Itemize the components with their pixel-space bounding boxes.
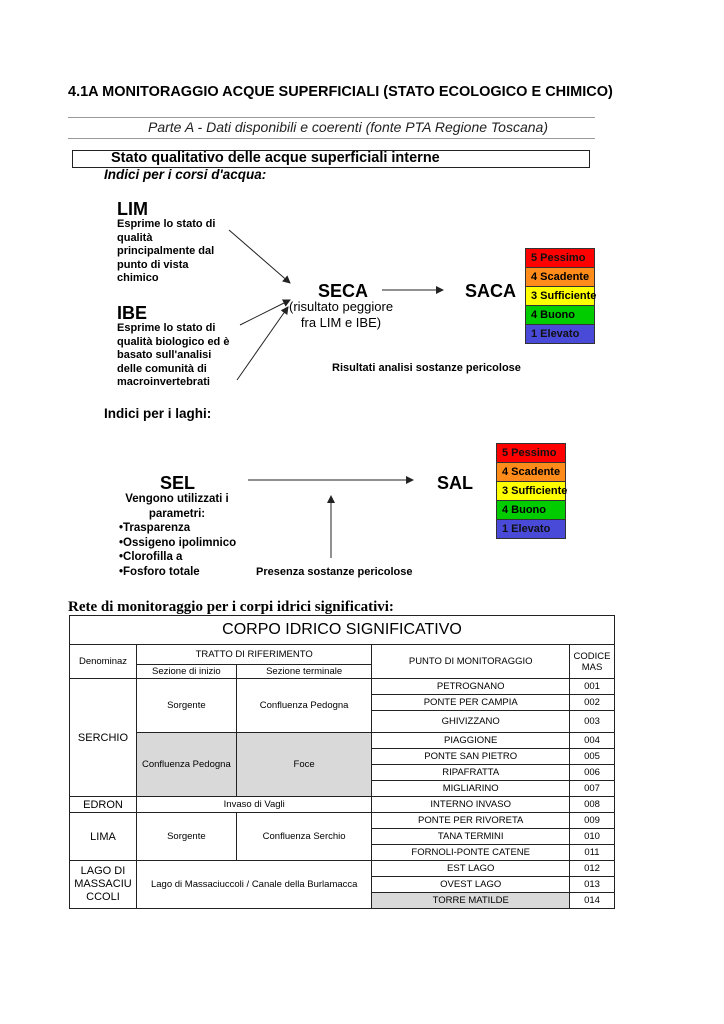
point-name: PETROGNANO <box>372 679 570 695</box>
ibe-description: Esprime lo stato di qualità biologico ed è basato sull'analisi delle comunità di macroinvertebrati <box>117 322 230 388</box>
header-punto: PUNTO DI MONITORAGGIO <box>372 645 570 679</box>
lim-description: Esprime lo stato di qualità principalmente dal punto di vista chimico <box>117 218 216 284</box>
point-code: 012 <box>569 861 614 877</box>
point-name: OVEST LAGO <box>372 877 570 893</box>
stato-qualitativo-title: Stato qualitativo delle acque superficiali interne <box>111 150 440 166</box>
point-name: INTERNO INVASO <box>372 797 570 813</box>
point-code: 009 <box>569 813 614 829</box>
point-name: PONTE PER CAMPIA <box>372 695 570 711</box>
rivers-subtitle: Indici per i corsi d'acqua: <box>104 167 267 182</box>
header-denominaz: Denominaz <box>70 645 137 679</box>
point-name: PONTE PER RIVORETA <box>372 813 570 829</box>
point-name: RIPAFRATTA <box>372 765 570 781</box>
edron-tratto: Invaso di Vagli <box>136 797 371 813</box>
point-code: 006 <box>569 765 614 781</box>
section-heading: 4.1A MONITORAGGIO ACQUE SUPERFICIALI (STATO ECOLOGICO E CHIMICO) <box>68 84 613 100</box>
point-name: TORRE MATILDE <box>372 893 570 909</box>
sel-parameter-item: •Fosforo totale <box>119 565 200 578</box>
parte-a-text: Parte A - Dati disponibili e coerenti (fonte PTA Regione Toscana) <box>148 119 548 135</box>
header-codice: CODICE MAS <box>569 645 614 679</box>
ibe-title: IBE <box>117 303 148 323</box>
point-code: 001 <box>569 679 614 695</box>
sel-title: SEL <box>160 473 196 493</box>
header-tratto: TRATTO DI RIFERIMENTO <box>136 645 371 665</box>
serchio-inizio-1: Sorgente <box>136 679 236 733</box>
header-sezione-inizio: Sezione di inizio <box>136 665 236 679</box>
ibe-to-seca-arrow <box>240 300 290 325</box>
sal-scale-level-4: 4 Buono <box>497 501 565 520</box>
point-code: 011 <box>569 845 614 861</box>
saca-scale-level-2: 4 Scadente <box>526 268 594 287</box>
corpo-idrico-table <box>69 615 615 909</box>
lakes-bottom-label: Presenza sostanze pericolose <box>256 566 413 578</box>
lima-inizio: Sorgente <box>136 813 236 861</box>
point-name: PIAGGIONE <box>372 733 570 749</box>
sel-parameter-item: •Ossigeno ipolimnico <box>119 536 237 549</box>
name-edron: EDRON <box>70 797 137 813</box>
point-code: 002 <box>569 695 614 711</box>
point-code: 005 <box>569 749 614 765</box>
sal-scale-level-2: 4 Scadente <box>497 463 565 482</box>
serchio-inizio-2: Confluenza Pedogna <box>136 733 236 797</box>
point-code: 003 <box>569 711 614 733</box>
lakes-subtitle: Indici per i laghi: <box>104 406 212 421</box>
header-sezione-terminale: Sezione terminale <box>236 665 372 679</box>
lima-terminale: Confluenza Serchio <box>236 813 372 861</box>
saca-title: SACA <box>465 281 517 301</box>
saca-scale-level-3: 3 Sufficiente <box>526 287 594 306</box>
saca-scale-level-4: 4 Buono <box>526 306 594 325</box>
sel-parameter-item: •Trasparenza <box>119 522 191 534</box>
lago-tratto: Lago di Massaciuccoli / Canale della Burlamacca <box>136 861 371 909</box>
sel-parameter-item: •Clorofilla a <box>119 551 183 563</box>
sel-desc-line-2: parametri: <box>148 507 206 520</box>
rete-title: Rete di monitoraggio per i corpi idrici significativi: <box>68 599 394 615</box>
point-name: TANA TERMINI <box>372 829 570 845</box>
seca-title: SECA <box>318 281 369 301</box>
saca-scale-level-5: 1 Elevato <box>526 325 594 343</box>
name-serchio: SERCHIO <box>70 679 137 797</box>
sal-scale-level-1: 5 Pessimo <box>497 444 565 463</box>
point-code: 004 <box>569 733 614 749</box>
rivers-bottom-label: Risultati analisi sostanze pericolose <box>332 362 521 374</box>
sal-scale-level-3: 3 Sufficiente <box>497 482 565 501</box>
point-code: 008 <box>569 797 614 813</box>
point-name: FORNOLI-PONTE CATENE <box>372 845 570 861</box>
point-code: 014 <box>569 893 614 909</box>
point-code: 010 <box>569 829 614 845</box>
serchio-terminale-1: Confluenza Pedogna <box>236 679 372 733</box>
name-lima: LIMA <box>70 813 137 861</box>
lim-to-seca-arrow <box>229 230 290 283</box>
sel-desc-line-1: Vengono utilizzati i <box>125 493 229 505</box>
seca-note-2: fra LIM e IBE) <box>300 315 382 330</box>
saca-scale-level-1: 5 Pessimo <box>526 249 594 268</box>
lim-title: LIM <box>117 199 148 219</box>
table-title: CORPO IDRICO SIGNIFICATIVO <box>70 616 615 645</box>
point-code: 013 <box>569 877 614 893</box>
sal-title: SAL <box>437 473 473 493</box>
point-name: EST LAGO <box>372 861 570 877</box>
point-name: MIGLIARINO <box>372 781 570 797</box>
point-name: GHIVIZZANO <box>372 711 570 733</box>
name-lago-massaciuccoli: LAGO DI MASSACIU CCOLI <box>70 861 137 909</box>
sal-scale-level-5: 1 Elevato <box>497 520 565 538</box>
point-name: PONTE SAN PIETRO <box>372 749 570 765</box>
seca-note-1: (risultato peggiore <box>289 299 394 314</box>
bottom-to-seca-arrow <box>237 307 288 380</box>
point-code: 007 <box>569 781 614 797</box>
serchio-terminale-2: Foce <box>236 733 372 797</box>
